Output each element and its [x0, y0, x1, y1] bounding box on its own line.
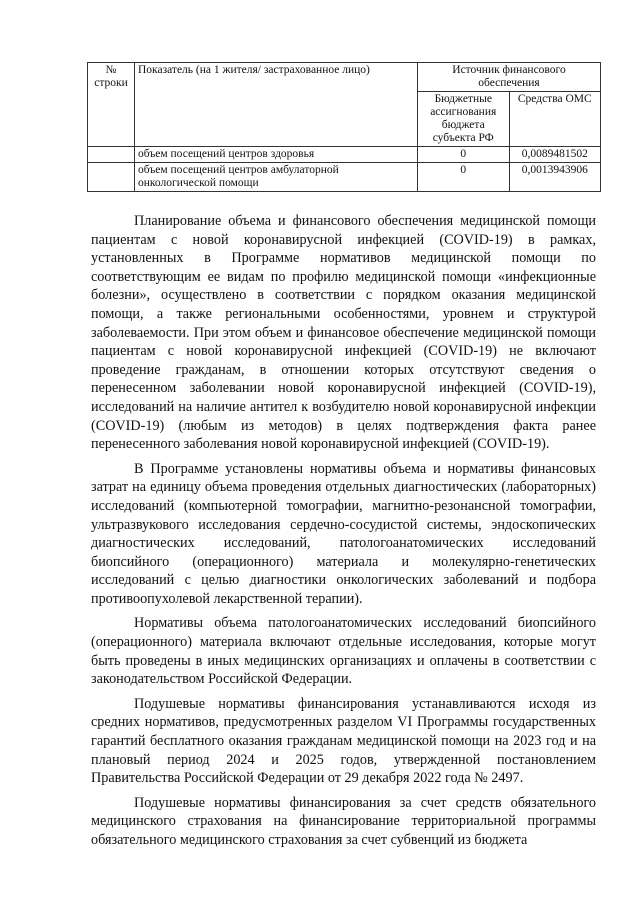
header-row-number: № строки	[88, 63, 135, 147]
indicators-table	[87, 62, 601, 192]
budget-cell: 0	[418, 163, 510, 192]
indicator-cell: объем посещений центров амбулаторной онкологической помощи	[135, 163, 418, 192]
oms-cell: 0,0089481502	[509, 147, 601, 163]
paragraph: Нормативы объема патологоанатомических исследований биопсийного (операционного) материала включают отдельные исследования, которые могут быть проведены в иных медицинских организациях и оплачены в соответствии с законодательством Российской Федерации.	[91, 615, 596, 688]
paragraph: Планирование объема и финансового обеспечения медицинской помощи пациентам с новой коронавирусной инфекцией (COVID-19) в рамках, установленных в Программе нормативов медицинской помощи по соответствующим ее видам по профилю медицинской помощи «инфекционные болезни», осуществлено в соответствии с порядком оказания медицинской помощи, а также региональными особенностями, уровнем и структурой заболеваемости. При этом объем и финансовое обеспечение медицинской помощи пациентам с новой коронавирусной инфекцией (COVID-19) не включают проведение гражданам, в отношении которых отсутствуют сведения о перенесенном заболевании новой коронавирусной инфекцией (COVID-19), исследований на наличие антител к возбудителю новой коронавирусной инфекции (COVID-19) (любым из методов) в целях подтверждения факта ранее перенесенного заболевания новой коронавирусной инфекцией (COVID-19).	[91, 213, 596, 453]
table-row	[88, 163, 601, 192]
header-indicator: Показатель (на 1 жителя/ застрахованное лицо)	[135, 63, 418, 147]
header-funding-source: Источник финансового обеспечения	[418, 63, 601, 92]
row-number-cell	[88, 163, 135, 192]
indicator-cell: объем посещений центров здоровья	[135, 147, 418, 163]
body-text	[91, 212, 596, 856]
paragraph: Подушевые нормативы финансирования устанавливаются исходя из средних нормативов, предусмотренных разделом VI Программы государственных гарантий бесплатного оказания гражданам медицинской помощи на 2023 год и на плановый период 2024 и 2025 годов, утвержденной постановлением Правительства Российской Федерации от 29 декабря 2022 года № 2497.	[91, 695, 596, 787]
table-row	[88, 147, 601, 163]
header-budget: Бюджетные ассигнования бюджета субъекта РФ	[418, 92, 510, 147]
budget-cell: 0	[418, 147, 510, 163]
paragraph: В Программе установлены нормативы объема и нормативы финансовых затрат на единицу объема проведения отдельных диагностических (лабораторных) исследований (компьютерной томографии, магнитно-резонансной томографии, ультразвукового исследования сердечно-сосудистой системы, эндоскопических диагностических исследований, патологоанатомических исследований биопсийного (операционного) материала и молекулярно-генетических исследований с целью диагностики онкологических заболеваний и подбора противоопухолевой лекарственной терапии).	[91, 460, 596, 607]
table-header-row	[88, 63, 601, 92]
oms-cell: 0,0013943906	[509, 163, 601, 192]
header-oms: Средства ОМС	[509, 92, 601, 147]
paragraph: Подушевые нормативы финансирования за счет средств обязательного медицинского страхования на финансирование территориальной программы обязательного медицинского страхования за счет субвенций из бюджета	[91, 794, 596, 848]
row-number-cell	[88, 147, 135, 163]
